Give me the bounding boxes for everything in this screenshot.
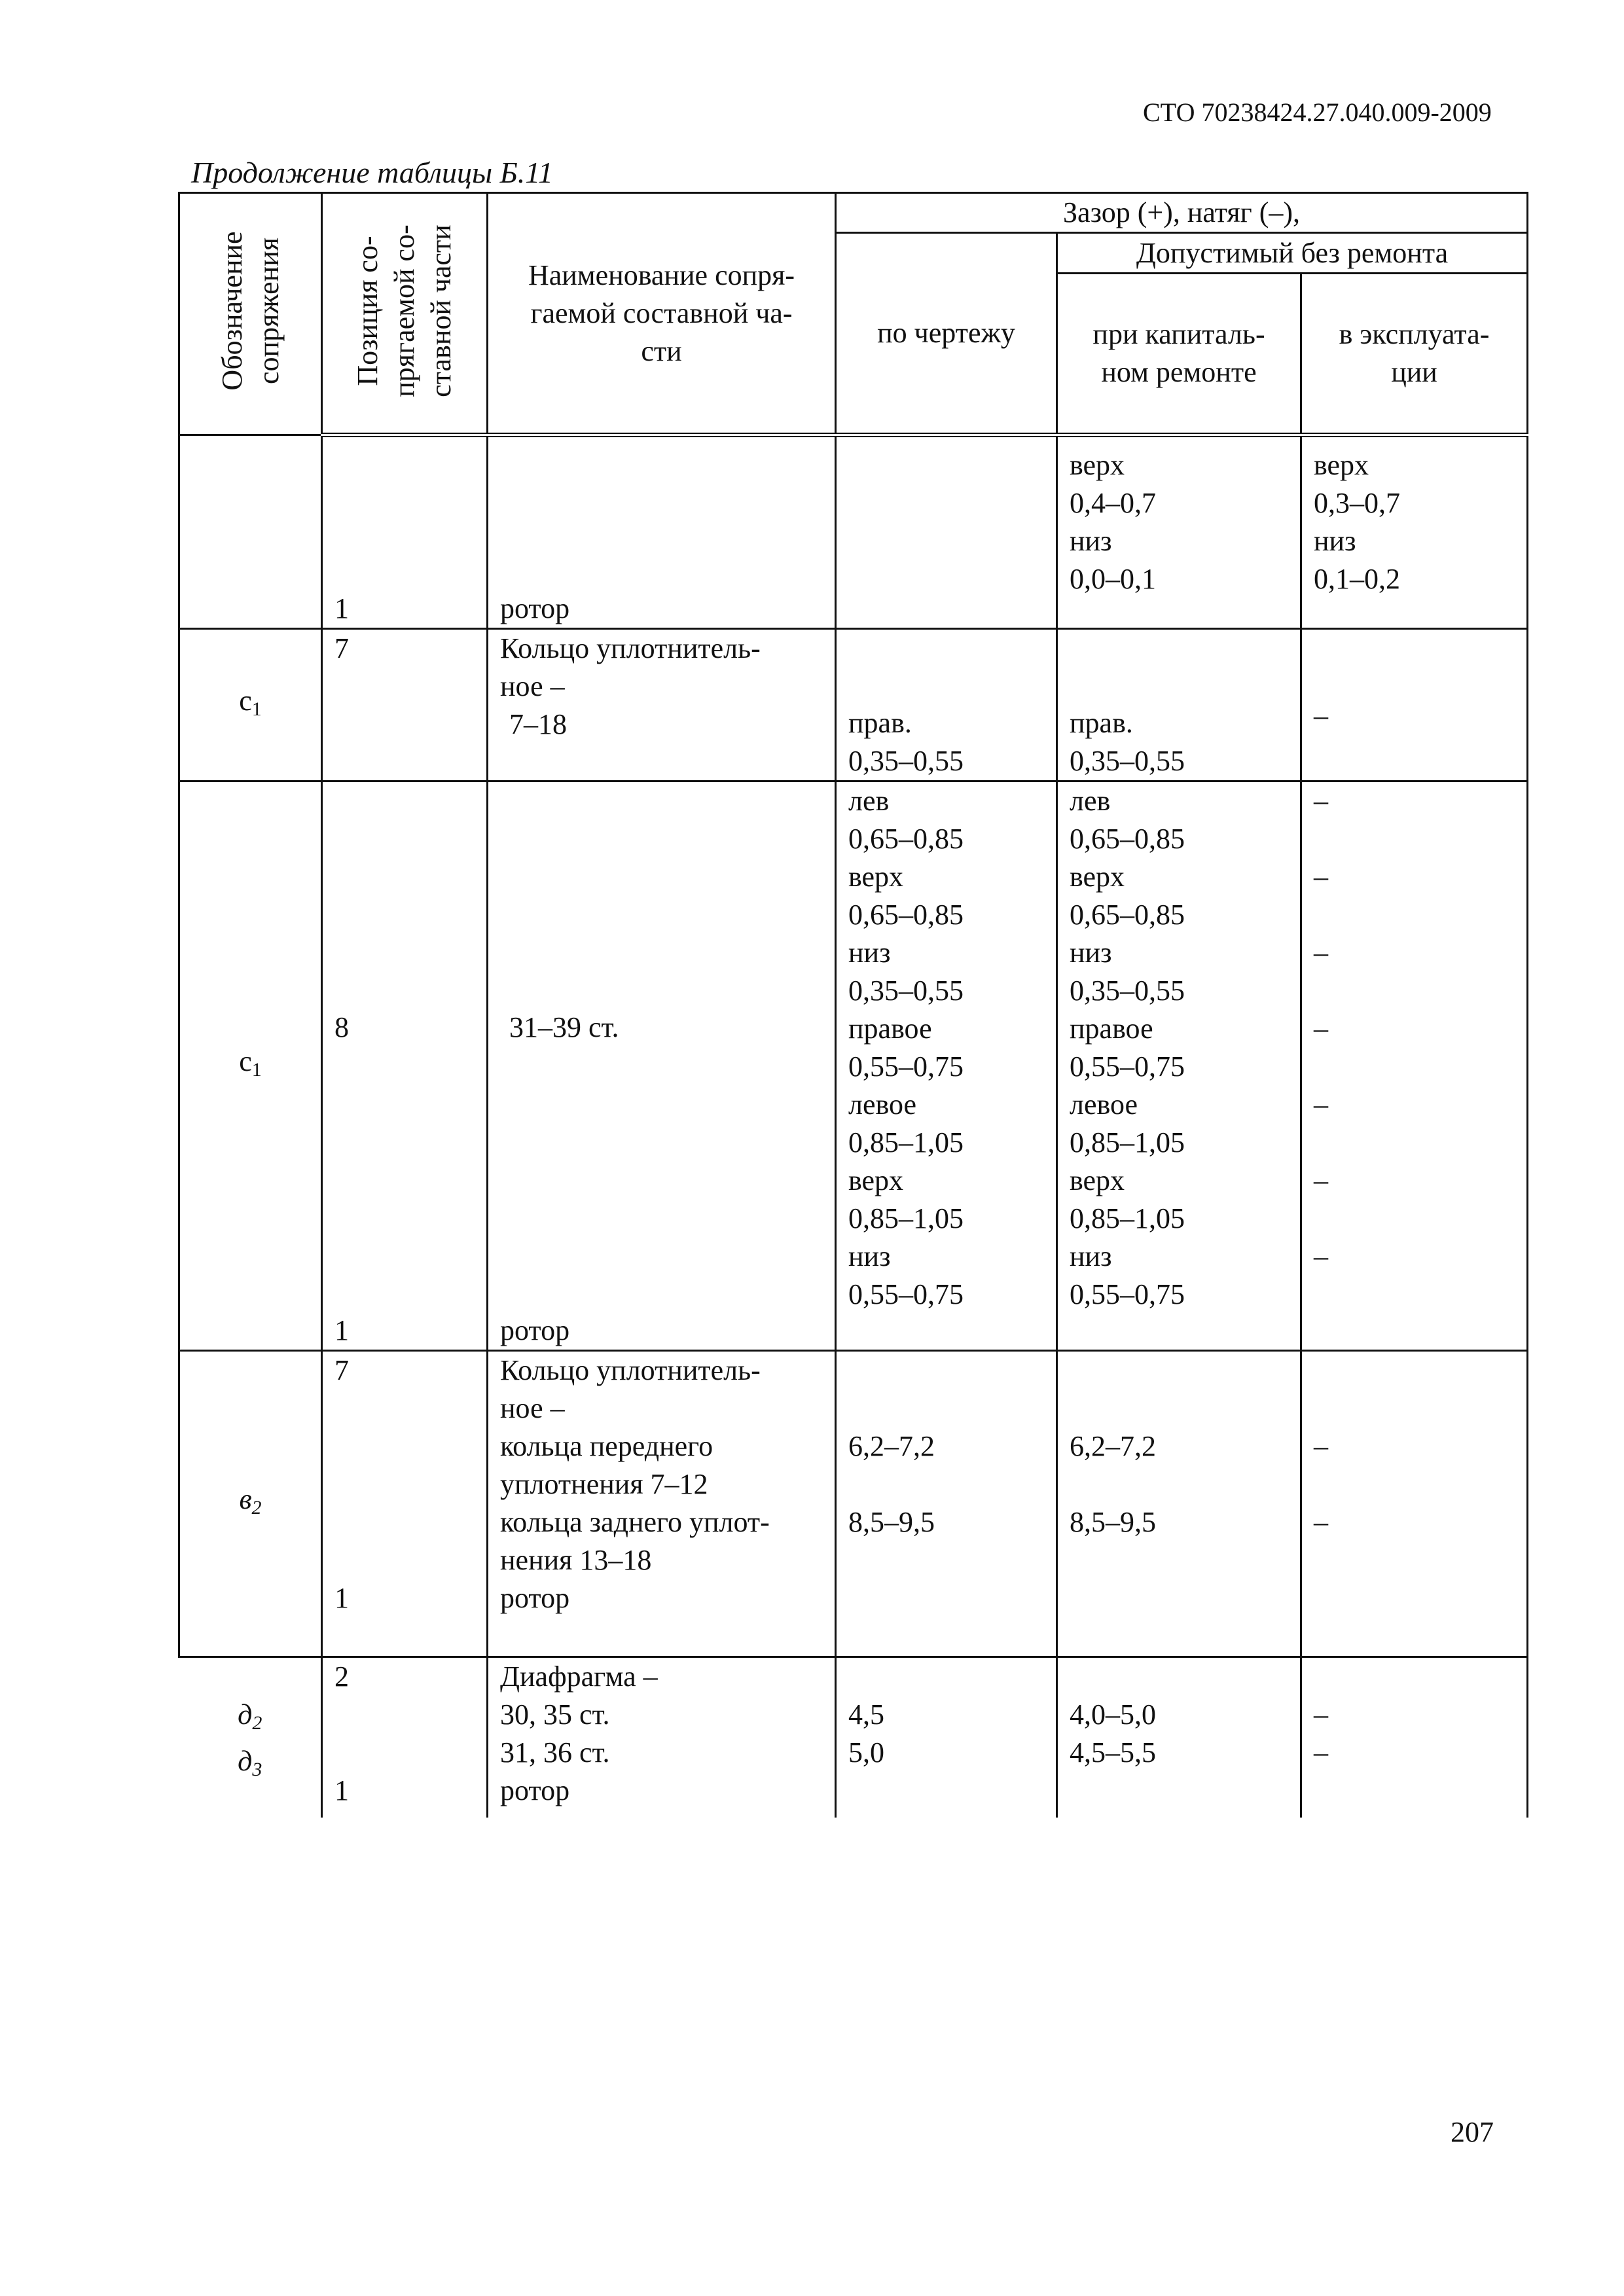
cell-designation: [179, 435, 322, 629]
cell-name-line1: Кольцо уплотнитель-: [500, 632, 761, 664]
header-gap: Зазор (+), натяг (–),: [836, 193, 1528, 233]
designation-subscript: 1: [251, 1059, 262, 1081]
header-name-line2: гаемой составной ча-: [530, 296, 793, 329]
designation-subscript: 1: [251, 698, 262, 720]
designation-letter-b: д: [238, 1745, 253, 1777]
data-table: [178, 192, 1528, 1818]
cell-name: Диафрагма – 30, 35 ст. 31, 36 ст. ротор: [488, 1657, 836, 1818]
header-capital-line1: при капиталь-: [1092, 318, 1265, 350]
cell-name-mid: 31–39 ст.: [509, 1011, 619, 1043]
cell-by-drawing: 4,5 5,0: [836, 1657, 1057, 1818]
header-position-line1: Позиция со-: [352, 236, 384, 386]
cell-name: [488, 629, 836, 781]
cell-name-line2: ное –: [500, 1392, 565, 1424]
cell-position-top: 2: [334, 1660, 349, 1693]
cell-position-bottom: 1: [334, 1582, 349, 1614]
cell-position-bottom: 1: [334, 1774, 349, 1806]
table-row: [179, 1351, 1528, 1657]
cell-designation: [179, 629, 322, 781]
header-operation-line2: ции: [1391, 356, 1437, 388]
table-row: [179, 781, 1528, 1351]
document-code: СТО 70238424.27.040.009-2009: [1143, 98, 1492, 127]
header-position-line2: прягаемой со-: [388, 224, 420, 397]
page-number: 207: [1451, 2116, 1494, 2148]
cell-operation: – –: [1301, 1657, 1528, 1818]
cell-operation: – – – – – – –: [1301, 781, 1528, 1351]
cell-operation: – –: [1301, 1351, 1528, 1657]
header-name-line1: Наименование сопря-: [528, 259, 795, 291]
header-operation-line1: в эксплуата-: [1339, 318, 1490, 350]
table-row: [179, 435, 1528, 629]
cell-capital: 6,2–7,2 8,5–9,5: [1057, 1351, 1301, 1657]
cell-name: [488, 781, 836, 1351]
cell-name: [488, 435, 836, 629]
cell-by-drawing: лев 0,65–0,85 верх 0,65–0,85 низ 0,35–0,55 правое 0,55–0,75 левое 0,85–1,05 верх 0,85–1,05 низ 0,55–0,75: [836, 781, 1057, 1351]
header-designation-line1: Обозначение: [215, 231, 248, 391]
cell-designation: [179, 781, 322, 1351]
cell-position: [322, 781, 488, 1351]
header-row-1: [179, 193, 1528, 233]
header-allowed: Допустимый без ремонта: [1057, 233, 1528, 274]
cell-by-drawing: 6,2–7,2 8,5–9,5: [836, 1351, 1057, 1657]
cell-name-line1: Кольцо уплотнитель-: [500, 1354, 761, 1386]
table-row: [179, 629, 1528, 781]
cell-designation: [179, 1657, 322, 1818]
cell-name-line4: уплотнения 7–12: [500, 1468, 708, 1500]
designation-letter: в: [239, 1483, 252, 1515]
cell-name: [488, 1351, 836, 1657]
cell-name-line5: кольца заднего уплот-: [500, 1506, 770, 1538]
cell-name-line2: ное –: [500, 670, 565, 702]
cell-capital: лев 0,65–0,85 верх 0,65–0,85 низ 0,35–0,55 правое 0,55–0,75 левое 0,85–1,05 верх 0,85–1,05 низ 0,55–0,75: [1057, 781, 1301, 1351]
cell-position-mid: 8: [334, 1011, 349, 1043]
cell-operation: верх 0,3–0,7 низ 0,1–0,2: [1301, 435, 1528, 629]
cell-position: [322, 1351, 488, 1657]
cell-position-bottom: 1: [334, 1314, 349, 1346]
designation-subscript: 2: [251, 1497, 262, 1518]
cell-by-drawing: прав. 0,35–0,55: [836, 629, 1057, 781]
cell-position: [322, 435, 488, 629]
cell-operation: –: [1301, 629, 1528, 781]
cell-name-value: ротор: [500, 592, 570, 624]
table-caption: Продолжение таблицы Б.11: [191, 156, 553, 189]
designation-subscript-b: 3: [252, 1759, 262, 1780]
designation-letter: c: [239, 684, 252, 717]
header-capital-line2: ном ремонте: [1101, 356, 1257, 388]
cell-capital: 4,0–5,0 4,5–5,5: [1057, 1657, 1301, 1818]
cell-name-line6: нения 13–18: [500, 1544, 652, 1576]
cell-name-line3: кольца переднего: [500, 1430, 713, 1462]
cell-position-value: 7: [334, 632, 349, 664]
table-row: [179, 1657, 1528, 1818]
designation-subscript-a: 2: [252, 1712, 262, 1734]
header-position: [322, 193, 488, 435]
header-designation: [179, 193, 322, 435]
cell-position: [322, 1657, 488, 1818]
cell-designation: [179, 1351, 322, 1657]
cell-name-bottom: ротор: [500, 1314, 570, 1346]
header-by-drawing: по чертежу: [836, 233, 1057, 435]
cell-position-top: 7: [334, 1354, 349, 1386]
header-position-line3: ставной части: [425, 224, 457, 397]
header-operation: [1301, 274, 1528, 435]
cell-capital: прав. 0,35–0,55: [1057, 629, 1301, 781]
header-designation-line2: сопряжения: [252, 238, 285, 385]
header-name: [488, 193, 836, 435]
header-capital: [1057, 274, 1301, 435]
designation-letter: c: [239, 1045, 252, 1077]
header-name-line3: сти: [641, 334, 682, 367]
cell-capital: верх 0,4–0,7 низ 0,0–0,1: [1057, 435, 1301, 629]
designation-letter-a: д: [238, 1698, 253, 1731]
cell-name-line7: ротор: [500, 1582, 570, 1614]
cell-by-drawing: [836, 435, 1057, 629]
cell-position: [322, 629, 488, 781]
cell-name-line3: 7–18: [509, 708, 567, 740]
cell-position-value: 1: [334, 592, 349, 624]
